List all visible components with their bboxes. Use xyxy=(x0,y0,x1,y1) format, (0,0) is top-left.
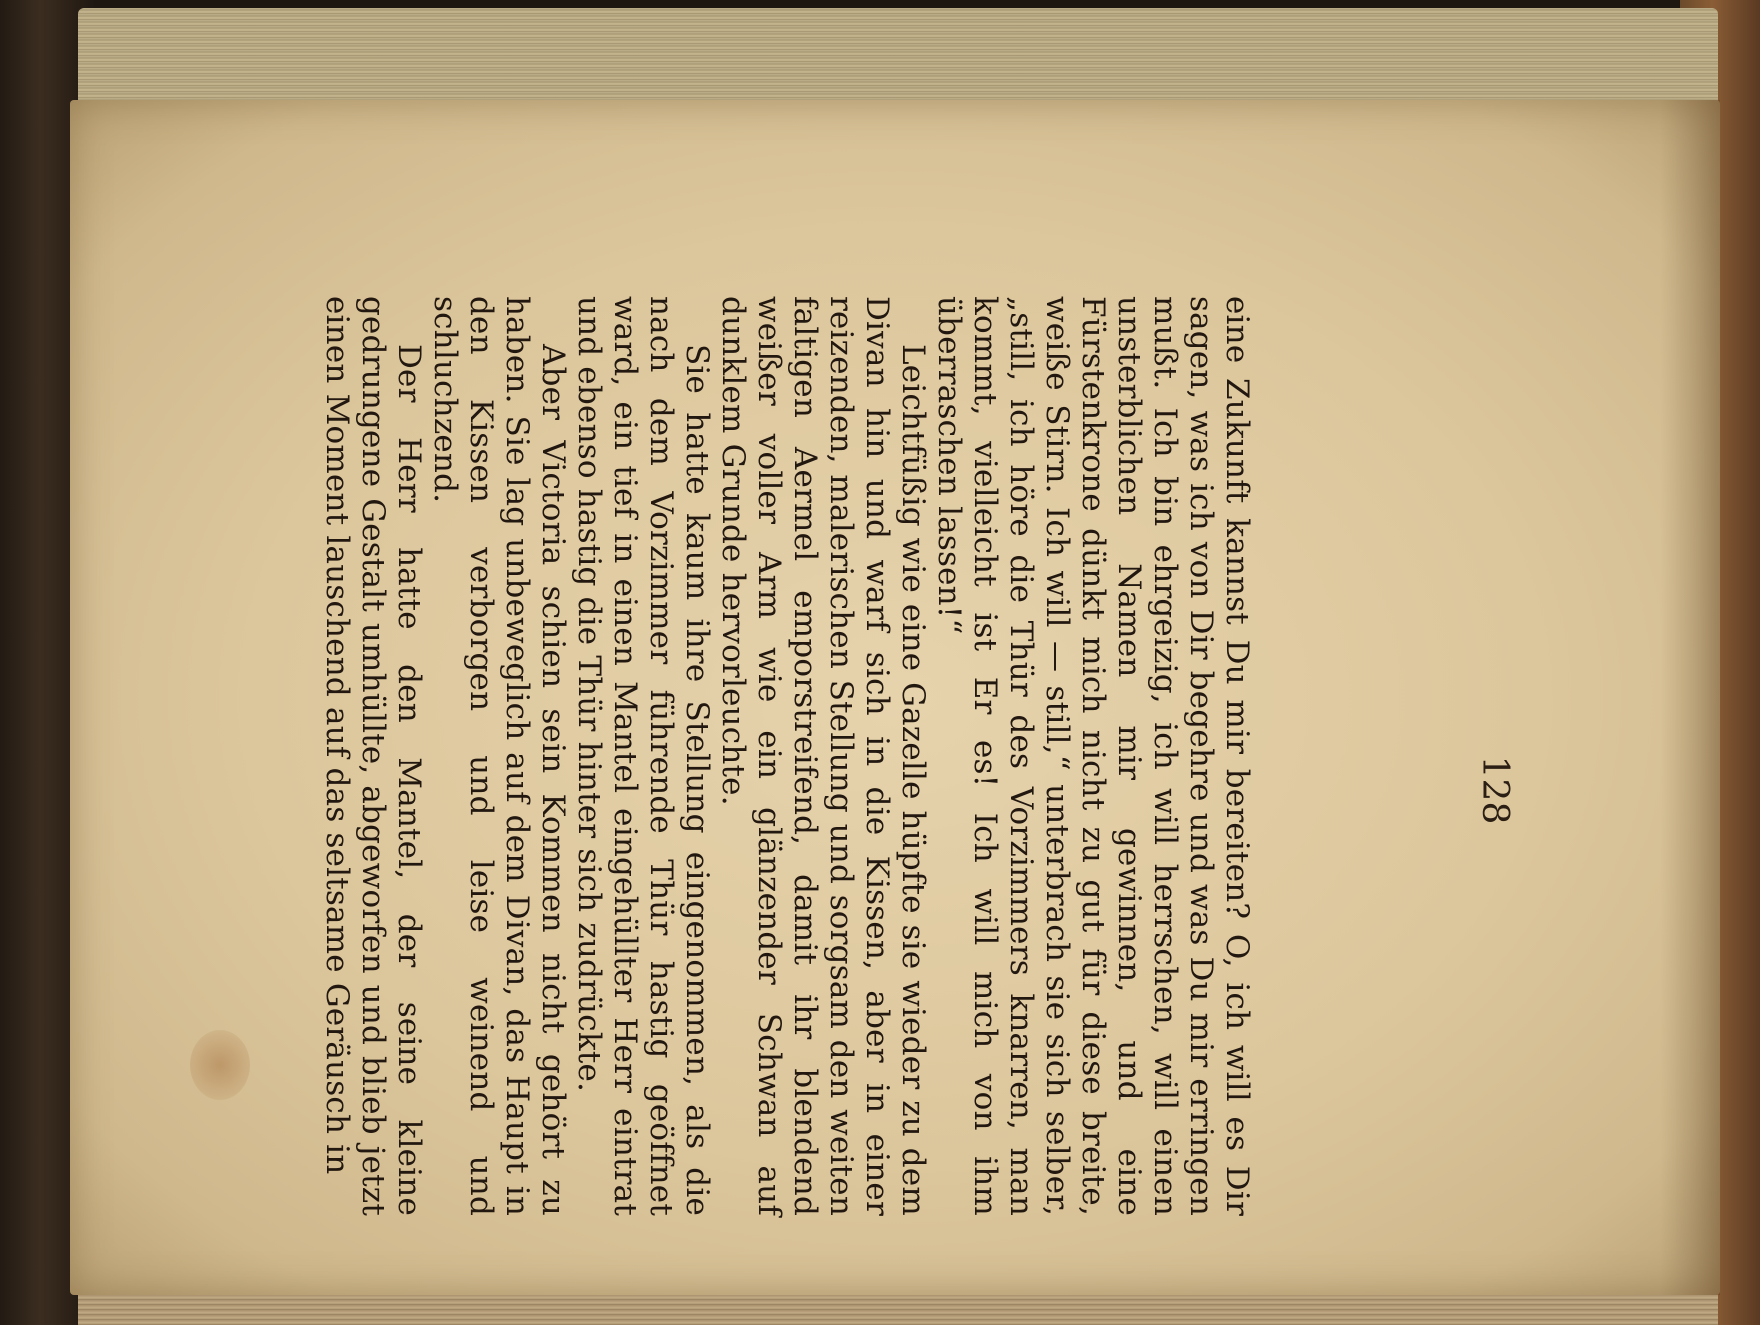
page-gutter-shadow xyxy=(1660,100,1720,1295)
paragraph-2: Leichtfüßig wie eine Gazelle hüpfte sie wieder zu dem Divan hin und warf sich in die Kissen, aber in einer reizenden, malerischen Stellung und sorgsam den weiten faltigen Aermel emporstreifend, damit ihr blendend weißer voller Arm wie ein glänzender Schwan auf dunklem Grunde hervorleuchte. xyxy=(715,296,931,1216)
paragraph-4: Aber Victoria schien sein Kommen nicht gehört zu haben. Sie lag unbeweglich auf dem Divan, das Haupt in den Kissen verborgen und leise weinend und schluchzend. xyxy=(427,296,571,1216)
page-number: 128 xyxy=(1474,755,1515,825)
page-edges-bottom xyxy=(78,1290,1718,1325)
paragraph-3: Sie hatte kaum ihre Stellung eingenommen, als die nach dem Vorzimmer führende Thür hastig geöffnet ward, ein tief in einen Mantel eingehüllter Herr eintrat und ebenso hastig die Thür hinter sich zudrückte. xyxy=(571,296,715,1216)
paragraph-1: eine Zukunft kannst Du mir bereiten? O, ich will es Dir sagen, was ich von Dir begehre und was Du mir erringen mußt. Ich bin ehrgeizig, ich will herrschen, will einen unsterblichen Namen mir gewinnen, und eine Fürstenkrone dünkt mich nicht zu gut für diese breite, weiße Stirn. Ich will — still,“ unterbrach sie sich selber, „still, ich höre die Thür des Vorzimmers knarren, man kommt, vielleicht ist Er es! Ich will mich von ihm überraschen lassen!“ xyxy=(931,296,1255,1216)
page-text-block xyxy=(195,296,1255,1216)
paragraph-5: Der Herr hatte den Mantel, der seine kleine gedrungene Gestalt umhüllte, abgeworfen und blieb jetzt einen Moment lauschend auf das seltsame Geräusch in xyxy=(319,296,427,1216)
